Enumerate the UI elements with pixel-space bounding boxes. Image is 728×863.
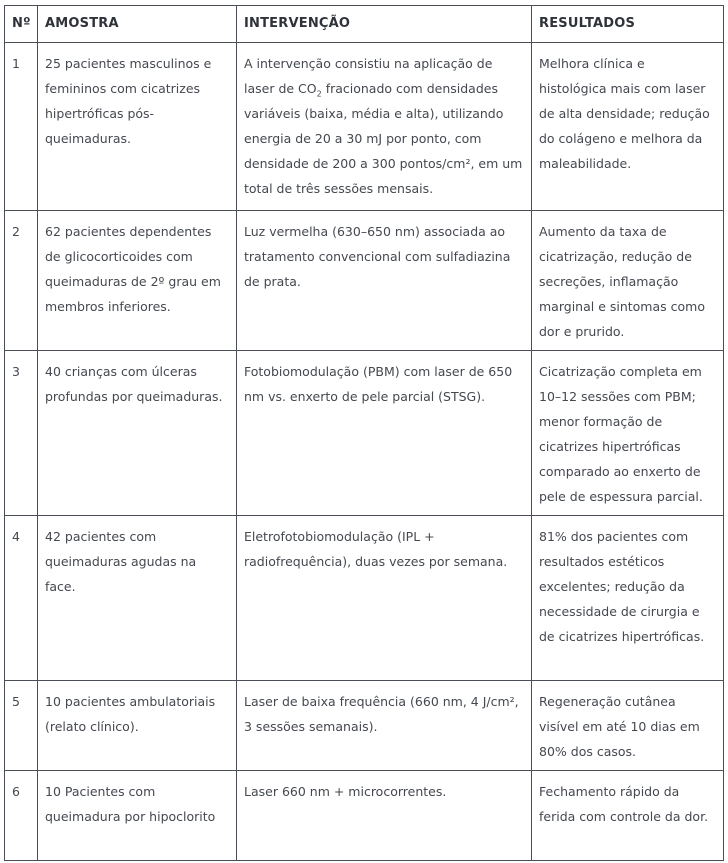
studies-table (4, 5, 724, 861)
cell-amostra: 10 Pacientes com queimadura por hipoclorito (38, 771, 237, 861)
cell-resultados: Aumento da taxa de cicatrização, redução de secreções, inflamação marginal e sintomas como dor e prurido. (532, 211, 724, 351)
header-number: Nº (5, 6, 38, 43)
row-number: 3 (5, 351, 38, 516)
cell-intervencao: Laser 660 nm + microcorrentes. (237, 771, 532, 861)
subscript-2: 2 (316, 89, 322, 99)
header-amostra: AMOSTRA (38, 6, 237, 43)
row-number: 4 (5, 516, 38, 681)
cell-amostra: 62 pacientes dependentes de glicocorticoides com queimaduras de 2º grau em membros inferiores. (38, 211, 237, 351)
cell-resultados: Regeneração cutânea visível em até 10 dias em 80% dos casos. (532, 681, 724, 771)
cell-resultados: Fechamento rápido da ferida com controle da dor. (532, 771, 724, 861)
cell-intervencao (237, 43, 532, 211)
cell-resultados: 81% dos pacientes com resultados estéticos excelentes; redução da necessidade de cirurgia e de cicatrizes hipertróficas. (532, 516, 724, 681)
intervencao-text-end: fracionado com densidades variáveis (baixa, média e alta), utilizando energia de 20 a 30 mJ por ponto, com densidade de 200 a 300 pontos/cm², em um total de três sessões mensais. (244, 81, 523, 196)
table-row (5, 771, 724, 861)
row-number: 5 (5, 681, 38, 771)
table-row (5, 351, 724, 516)
header-intervencao: INTERVENÇÃO (237, 6, 532, 43)
table-row (5, 43, 724, 211)
table-row (5, 211, 724, 351)
cell-intervencao: Luz vermelha (630–650 nm) associada ao tratamento convencional com sulfadiazina de prata. (237, 211, 532, 351)
table-row (5, 681, 724, 771)
row-number: 6 (5, 771, 38, 861)
table-row (5, 516, 724, 681)
header-resultados: RESULTADOS (532, 6, 724, 43)
row-number: 2 (5, 211, 38, 351)
cell-resultados: Melhora clínica e histológica mais com laser de alta densidade; redução do colágeno e melhora da maleabilidade. (532, 43, 724, 211)
cell-intervencao: Fotobiomodulação (PBM) com laser de 650 nm vs. enxerto de pele parcial (STSG). (237, 351, 532, 516)
cell-amostra: 40 crianças com úlceras profundas por queimaduras. (38, 351, 237, 516)
cell-intervencao: Laser de baixa frequência (660 nm, 4 J/cm², 3 sessões semanais). (237, 681, 532, 771)
table-header-row (5, 6, 724, 43)
row-number: 1 (5, 43, 38, 211)
cell-amostra: 25 pacientes masculinos e femininos com cicatrizes hipertróficas pós-queimaduras. (38, 43, 237, 211)
intervencao-text-start: A intervenção consistiu na aplicação de laser de CO (244, 56, 493, 96)
cell-resultados: Cicatrização completa em 10–12 sessões com PBM; menor formação de cicatrizes hipertróficas comparado ao enxerto de pele de espessura parcial. (532, 351, 724, 516)
cell-intervencao: Eletrofotobiomodulação (IPL + radiofrequência), duas vezes por semana. (237, 516, 532, 681)
cell-amostra: 10 pacientes ambulatoriais (relato clínico). (38, 681, 237, 771)
cell-amostra: 42 pacientes com queimaduras agudas na face. (38, 516, 237, 681)
